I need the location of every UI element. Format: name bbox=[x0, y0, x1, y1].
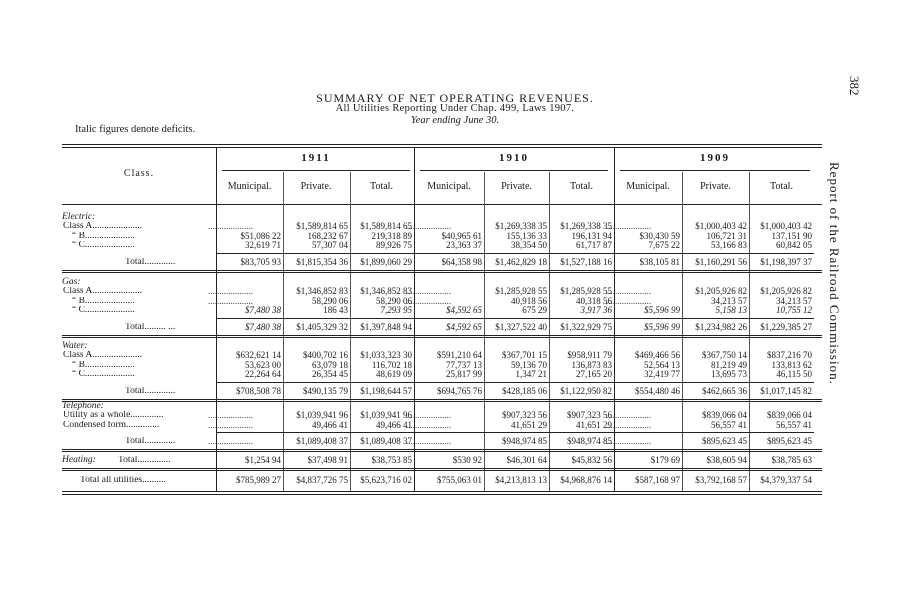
year-underline bbox=[420, 170, 608, 171]
value-cell: 46,115 50 bbox=[776, 369, 812, 379]
value-cell: 3,917 36 bbox=[580, 305, 612, 315]
column-header: Private. bbox=[501, 181, 532, 192]
value-cell: 63,079 18 bbox=[312, 359, 348, 370]
value-cell: $400,702 16 bbox=[303, 350, 348, 360]
value-cell: 137,151 90 bbox=[771, 230, 812, 241]
value-cell: 5,158 13 bbox=[715, 305, 747, 315]
value-cell: $30,430 59 bbox=[639, 230, 680, 241]
value-cell: 26,354 45 bbox=[312, 369, 348, 379]
value-cell: 58,290 06 bbox=[376, 295, 412, 306]
column-header: Private. bbox=[300, 181, 332, 192]
heating-total-label: Total.............. bbox=[118, 456, 171, 465]
sum-rule bbox=[414, 318, 484, 319]
value-cell: $7,480 38 bbox=[245, 305, 281, 315]
sum-rule bbox=[349, 432, 414, 433]
value-cell: .................... bbox=[208, 296, 253, 306]
group-heading: Electric: bbox=[62, 212, 96, 222]
row-label: “ B..................... bbox=[72, 231, 135, 241]
group-rule bbox=[62, 272, 822, 273]
group-rule bbox=[62, 270, 822, 271]
group-heading: Gas: bbox=[62, 277, 81, 287]
row-label: “ C..................... bbox=[72, 370, 135, 379]
value-cell: 57,307 04 bbox=[312, 240, 348, 250]
sum-rule bbox=[349, 318, 414, 319]
sum-rule bbox=[614, 318, 682, 319]
value-cell: $38,105 81 bbox=[639, 256, 680, 267]
sum-rule bbox=[414, 432, 484, 433]
value-cell: $5,596 99 bbox=[644, 321, 680, 332]
value-cell: $38,753 85 bbox=[371, 455, 412, 465]
value-cell: $907,323 56 bbox=[567, 410, 612, 420]
row-label: Condensed form.............. bbox=[63, 420, 160, 430]
value-cell: $530 92 bbox=[452, 455, 482, 465]
value-cell: $587,168 97 bbox=[635, 475, 680, 485]
value-cell: 10,755 12 bbox=[776, 305, 812, 315]
value-cell: 89,926 75 bbox=[376, 240, 412, 250]
value-cell: $1,160,291 56 bbox=[695, 256, 747, 267]
year-header-1910: 1910 bbox=[499, 152, 529, 164]
page-number: 382 bbox=[847, 76, 862, 96]
value-cell: $632,621 14 bbox=[236, 350, 281, 360]
value-cell: 155,136 33 bbox=[506, 230, 547, 241]
column-header: Private. bbox=[700, 181, 731, 192]
value-cell: 38,354 50 bbox=[511, 240, 547, 250]
group-heading: Water: bbox=[62, 341, 88, 351]
sum-rule bbox=[549, 382, 614, 383]
value-cell: $1,285,928 55 bbox=[495, 286, 547, 296]
value-cell: $1,122,950 82 bbox=[560, 385, 612, 396]
value-cell: 41,651 29 bbox=[511, 419, 547, 430]
sum-rule bbox=[349, 253, 414, 254]
value-cell: $1,327,522 40 bbox=[495, 321, 547, 332]
top-rule bbox=[62, 147, 822, 148]
sum-rule bbox=[682, 253, 749, 254]
sum-rule bbox=[749, 253, 814, 254]
sum-rule bbox=[549, 253, 614, 254]
sum-rule bbox=[682, 382, 749, 383]
value-cell: $1,000,403 42 bbox=[695, 221, 747, 231]
value-cell: 27,165 20 bbox=[576, 369, 612, 379]
group-rule bbox=[62, 451, 822, 452]
value-cell: $1,089,408 37 bbox=[360, 436, 412, 446]
value-cell: $839,066 04 bbox=[767, 410, 812, 420]
bottom-rule bbox=[62, 491, 822, 492]
column-header: Municipal. bbox=[626, 181, 670, 192]
value-cell: $1,198,397 37 bbox=[760, 256, 812, 267]
value-cell: $1,229,385 27 bbox=[760, 321, 812, 332]
value-cell: 23,363 37 bbox=[446, 240, 482, 250]
sum-rule bbox=[749, 318, 814, 319]
deficit-note: Italic figures denote deficits. bbox=[75, 124, 196, 135]
value-cell: $1,017,145 82 bbox=[760, 385, 812, 396]
total-all-label: Total all utilities.......... bbox=[80, 476, 166, 485]
value-cell: .................... bbox=[406, 287, 451, 296]
sum-rule bbox=[614, 382, 682, 383]
value-cell: $38,785 63 bbox=[771, 455, 812, 465]
sum-rule bbox=[484, 318, 549, 319]
total-label: Total......... ... bbox=[125, 322, 176, 332]
row-label: “ B..................... bbox=[72, 360, 135, 370]
value-cell: .................... bbox=[208, 420, 253, 430]
sum-rule bbox=[216, 432, 283, 433]
sum-rule bbox=[484, 432, 549, 433]
value-cell: $1,589,814 65 bbox=[360, 221, 412, 231]
value-cell: 675 29 bbox=[522, 305, 547, 315]
row-label: “ B..................... bbox=[72, 296, 135, 306]
value-cell: .................... bbox=[208, 411, 253, 420]
value-cell: $1,397,848 94 bbox=[360, 321, 412, 332]
value-cell: $490,135 79 bbox=[303, 385, 348, 396]
value-cell: $1,405,329 32 bbox=[296, 321, 348, 332]
value-cell: 7,675 22 bbox=[648, 240, 680, 250]
value-cell: $179 69 bbox=[650, 455, 680, 465]
value-cell: $1,198,644 57 bbox=[360, 385, 412, 396]
value-cell: 32,419 77 bbox=[644, 369, 680, 379]
column-header: Municipal. bbox=[227, 181, 272, 192]
value-cell: .................... bbox=[406, 222, 451, 231]
value-cell: 77,737 13 bbox=[446, 359, 482, 370]
value-cell: 13,695 73 bbox=[711, 369, 747, 379]
value-cell: 58,290 06 bbox=[312, 295, 348, 306]
value-cell: $1,234,982 26 bbox=[695, 321, 747, 332]
value-cell: .................... bbox=[606, 420, 651, 430]
row-label: “ C..................... bbox=[72, 241, 135, 250]
value-cell: $1,205,926 82 bbox=[760, 286, 812, 296]
value-cell: $4,592 65 bbox=[446, 305, 482, 315]
value-cell: $4,968,876 14 bbox=[560, 475, 612, 485]
value-cell: 60,842 05 bbox=[776, 240, 812, 250]
value-cell: $40,965 61 bbox=[441, 230, 482, 241]
value-cell: .................... bbox=[606, 222, 651, 231]
value-cell: $5,596 99 bbox=[644, 305, 680, 315]
value-cell: $837,216 70 bbox=[767, 350, 812, 360]
heating-label: Heating: bbox=[62, 455, 96, 465]
value-cell: $51,086 22 bbox=[240, 230, 281, 241]
value-cell: $1,089,408 37 bbox=[296, 436, 348, 446]
sum-rule bbox=[216, 253, 283, 254]
value-cell: 34,213 57 bbox=[711, 295, 747, 306]
value-cell: $708,508 78 bbox=[236, 385, 281, 396]
value-cell: 61,717 87 bbox=[576, 240, 612, 250]
column-header: Total. bbox=[370, 181, 393, 192]
value-cell: 219,318 89 bbox=[371, 230, 412, 241]
value-cell: 22,264 64 bbox=[245, 369, 281, 379]
value-cell: .................... bbox=[208, 287, 253, 296]
value-cell: 56,557 41 bbox=[711, 419, 747, 430]
sum-rule bbox=[749, 382, 814, 383]
value-cell: 40,918 56 bbox=[511, 295, 547, 306]
value-cell: $1,322,929 75 bbox=[560, 321, 612, 332]
value-cell: 49,466 41 bbox=[376, 419, 412, 430]
value-cell: 136,873 83 bbox=[571, 359, 612, 370]
value-cell: .................... bbox=[208, 437, 253, 446]
sum-rule bbox=[282, 432, 350, 433]
value-cell: $1,462,829 18 bbox=[495, 256, 547, 267]
sum-rule bbox=[682, 318, 749, 319]
value-cell: $895,623 45 bbox=[767, 436, 812, 446]
value-cell: $4,837,726 75 bbox=[296, 475, 348, 485]
value-cell: $1,899,060 29 bbox=[360, 256, 412, 267]
value-cell: $907,323 56 bbox=[502, 410, 547, 420]
value-cell: $839,066 04 bbox=[702, 410, 747, 420]
value-cell: .................... bbox=[406, 296, 451, 306]
value-cell: 106,721 31 bbox=[706, 230, 747, 241]
value-cell: .................... bbox=[406, 411, 451, 420]
value-cell: 7,293 95 bbox=[380, 305, 412, 315]
value-cell: $469,466 56 bbox=[635, 350, 680, 360]
sum-rule bbox=[216, 318, 283, 319]
year-header-1909: 1909 bbox=[700, 152, 730, 164]
value-cell: 196,131 94 bbox=[571, 230, 612, 241]
value-cell: 49,466 41 bbox=[312, 419, 348, 430]
sum-rule bbox=[484, 253, 549, 254]
value-cell: $1,285,928 55 bbox=[560, 286, 612, 296]
value-cell: $1,205,926 82 bbox=[695, 286, 747, 296]
value-cell: 186 43 bbox=[323, 305, 348, 315]
value-cell: $462,665 36 bbox=[702, 385, 747, 396]
value-cell: $367,750 14 bbox=[702, 350, 747, 360]
value-cell: 52,564 13 bbox=[644, 359, 680, 370]
value-cell: 56,557 41 bbox=[776, 419, 812, 430]
value-cell: 1,347 21 bbox=[515, 369, 547, 379]
value-cell: $1,527,188 16 bbox=[560, 256, 612, 267]
value-cell: $554,480 46 bbox=[635, 385, 680, 396]
value-cell: $1,815,354 36 bbox=[296, 256, 348, 267]
table-title: SUMMARY OF NET OPERATING REVENUES. bbox=[316, 91, 594, 105]
sum-rule bbox=[749, 432, 814, 433]
group-heading: Telephone: bbox=[62, 401, 104, 411]
group-rule bbox=[62, 401, 822, 402]
total-label: Total............. bbox=[125, 257, 176, 267]
column-header: Municipal. bbox=[427, 181, 471, 192]
year-header-1911: 1911 bbox=[301, 152, 331, 164]
value-cell: $1,033,323 30 bbox=[360, 350, 412, 360]
value-cell: $64,358 98 bbox=[441, 256, 482, 267]
value-cell: $1,346,852 83 bbox=[360, 286, 412, 296]
value-cell: $755,063 01 bbox=[437, 475, 482, 485]
sum-rule bbox=[282, 253, 350, 254]
value-cell: $3,792,168 57 bbox=[695, 475, 747, 485]
bottom-rule bbox=[62, 494, 822, 495]
value-cell: $785,989 27 bbox=[236, 475, 281, 485]
total-label: Total............. bbox=[125, 437, 176, 446]
class-header: Class. bbox=[123, 168, 155, 179]
value-cell: $37,498 91 bbox=[307, 455, 348, 465]
value-cell: 34,213 57 bbox=[776, 295, 812, 306]
value-cell: $1,039,941 96 bbox=[360, 410, 412, 420]
value-cell: $1,269,338 35 bbox=[495, 221, 547, 231]
value-cell: .................... bbox=[208, 222, 253, 231]
value-cell: $4,592 65 bbox=[446, 321, 482, 332]
value-cell: $4,213,813 13 bbox=[495, 475, 547, 485]
row-label: “ C..................... bbox=[72, 306, 135, 315]
value-cell: 168,232 67 bbox=[307, 230, 348, 241]
value-cell: $46,301 64 bbox=[506, 455, 547, 465]
value-cell: 40,318 56 bbox=[576, 295, 612, 306]
total-label: Total............. bbox=[125, 386, 176, 396]
value-cell: $1,000,403 42 bbox=[760, 221, 812, 231]
heating-rule bbox=[62, 468, 822, 469]
value-cell: $948,974 85 bbox=[502, 436, 547, 446]
value-cell: .................... bbox=[606, 287, 651, 296]
value-cell: $694,765 76 bbox=[437, 385, 482, 396]
value-cell: $1,589,814 65 bbox=[296, 221, 348, 231]
value-cell: .................... bbox=[606, 296, 651, 306]
value-cell: $895,623 45 bbox=[702, 436, 747, 446]
table-subtitle: All Utilities Reporting Under Chap. 499, Laws 1907. bbox=[335, 103, 575, 114]
value-cell: .................... bbox=[606, 437, 651, 446]
sum-rule bbox=[614, 253, 682, 254]
sum-rule bbox=[549, 318, 614, 319]
sum-rule bbox=[282, 382, 350, 383]
value-cell: $83,705 93 bbox=[240, 256, 281, 267]
value-cell: 59,136 70 bbox=[511, 359, 547, 370]
value-cell: $4,379,337 54 bbox=[760, 475, 812, 485]
group-rule bbox=[62, 337, 822, 338]
sum-rule bbox=[282, 318, 350, 319]
heating-rule bbox=[62, 470, 822, 471]
value-cell: $958,911 79 bbox=[567, 350, 612, 360]
value-cell: $591,210 64 bbox=[437, 350, 482, 360]
value-cell: 133,813 62 bbox=[771, 359, 812, 370]
value-cell: $7,480 38 bbox=[245, 321, 281, 332]
value-cell: 53,623 00 bbox=[245, 359, 281, 370]
value-cell: $5,623,716 02 bbox=[360, 475, 412, 485]
table-subtitle-year: Year ending June 30. bbox=[410, 115, 500, 126]
value-cell: 32,619 71 bbox=[245, 240, 281, 250]
value-cell: $1,269,338 35 bbox=[560, 221, 612, 231]
value-cell: $1,254 94 bbox=[245, 455, 281, 465]
sum-rule bbox=[414, 382, 484, 383]
row-label: Class A..................... bbox=[63, 351, 143, 360]
sum-rule bbox=[682, 432, 749, 433]
value-cell: $38,605 94 bbox=[706, 455, 747, 465]
row-label: Class A..................... bbox=[63, 222, 143, 231]
row-label: Utility as a whole.............. bbox=[63, 411, 164, 420]
group-rule bbox=[62, 335, 822, 336]
group-rule bbox=[62, 449, 822, 450]
value-cell: $428,185 06 bbox=[502, 385, 547, 396]
sum-rule bbox=[549, 432, 614, 433]
value-cell: 116,702 18 bbox=[371, 359, 412, 370]
sum-rule bbox=[349, 382, 414, 383]
value-cell: 53,166 83 bbox=[711, 240, 747, 250]
value-cell: $1,039,941 96 bbox=[296, 410, 348, 420]
running-heading: Report of the Railroad Commission. bbox=[827, 162, 842, 385]
sum-rule bbox=[414, 253, 484, 254]
sum-rule bbox=[216, 382, 283, 383]
value-cell: $45,832 56 bbox=[571, 455, 612, 465]
value-cell: .................... bbox=[406, 420, 451, 430]
value-cell: 48,619 09 bbox=[376, 369, 412, 379]
group-rule bbox=[62, 399, 822, 400]
value-cell: 25,817 99 bbox=[446, 369, 482, 379]
sum-rule bbox=[484, 382, 549, 383]
value-cell: .................... bbox=[406, 437, 451, 446]
column-header: Total. bbox=[770, 181, 793, 192]
value-cell: 81,219 49 bbox=[711, 359, 747, 370]
value-cell: $1,346,852 83 bbox=[296, 286, 348, 296]
value-cell: $948,974 85 bbox=[567, 436, 612, 446]
column-header: Total. bbox=[570, 181, 593, 192]
value-cell: .................... bbox=[606, 411, 651, 420]
year-underline bbox=[620, 170, 810, 171]
value-cell: 41,651 29 bbox=[576, 419, 612, 430]
value-cell: $367,701 15 bbox=[502, 350, 547, 360]
sum-rule bbox=[614, 432, 682, 433]
year-underline bbox=[222, 170, 410, 171]
header-rule bbox=[62, 204, 822, 205]
top-rule bbox=[62, 144, 822, 145]
row-label: Class A..................... bbox=[63, 287, 143, 296]
